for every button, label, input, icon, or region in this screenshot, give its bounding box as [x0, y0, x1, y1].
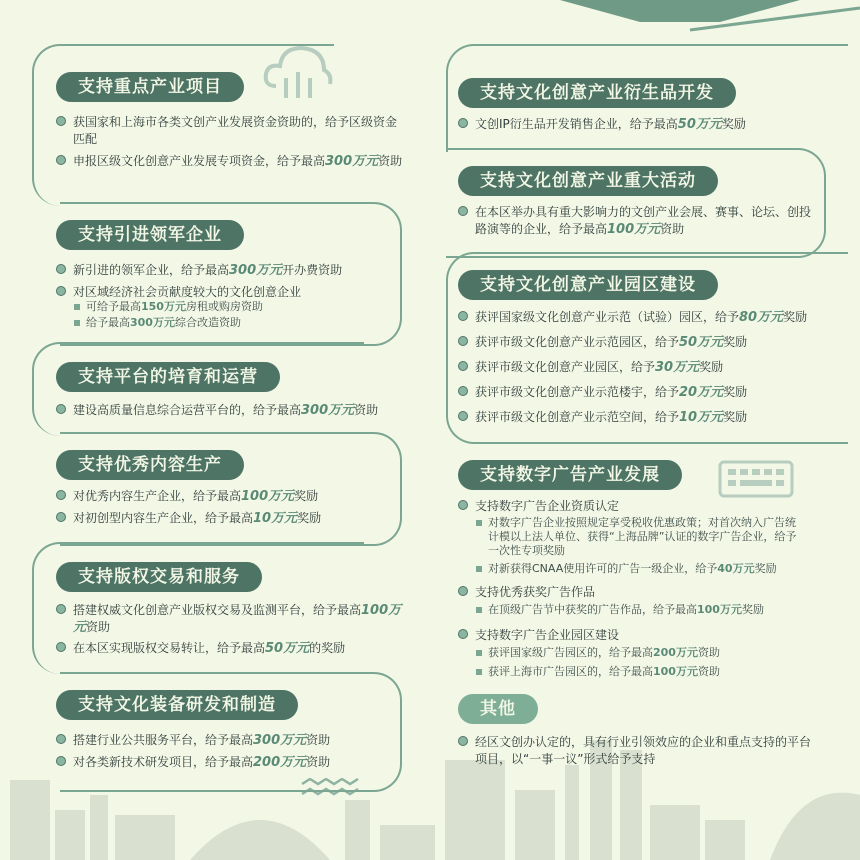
sub-item: 在顶级广告节中获奖的广告作品，给予最高100万元奖励: [476, 603, 828, 617]
section-title-major-events: 支持文化创意产业重大活动: [458, 166, 718, 196]
sub-item: 对数字广告企业按照规定享受税收优惠政策；对首次纳入广告统计模以上法人单位、获得“上海品牌”认证的数字广告企业，给予一次性专项奖励: [476, 516, 804, 558]
list-item: 获评国家级文化创意产业示范（试验）园区，给予80万元奖励: [458, 309, 855, 326]
list-item: 获评市级文化创意产业示范空间，给予10万元奖励: [458, 409, 855, 426]
sub-item: 对新获得CNAA使用许可的广告一级企业，给予40万元奖励: [476, 562, 828, 576]
list-item: 对各类新技术研发项目，给予最高200万元资助: [56, 754, 403, 771]
list-item: 获评市级文化创意产业园区，给予30万元奖励: [458, 359, 855, 376]
list-item: 获评市级文化创意产业示范园区，给予50万元奖励: [458, 334, 855, 351]
list-item: 支持数字广告企业资质认定: [458, 498, 845, 515]
section-title-other: 其他: [458, 694, 538, 724]
list-item: 搭建行业公共服务平台，给予最高300万元资助: [56, 732, 403, 749]
section-title-parks: 支持文化创意产业园区建设: [458, 270, 718, 300]
keyboard-icon: [716, 456, 796, 502]
section-title-content-production: 支持优秀内容生产: [56, 450, 244, 480]
list-item: 获评市级文化创意产业示范楼宇，给予20万元奖励: [458, 384, 855, 401]
list-item: 新引进的领军企业，给予最高300万元开办费资助: [56, 262, 403, 279]
sub-item: 给予最高300万元综合改造资助: [74, 316, 386, 330]
sub-item: 获评国家级广告园区的，给予最高200万元资助: [476, 646, 828, 660]
section-title-key-projects: 支持重点产业项目: [56, 72, 244, 102]
sub-item: 可给予最高150万元房租或购房资助: [74, 300, 386, 314]
list-item: 对区域经济社会贡献度较大的文化创意企业: [56, 284, 403, 301]
frame-right-2: [446, 148, 826, 258]
list-item: 经区文创办认定的，具有行业引领效应的企业和重点支持的平台项目，以“一事一议”形式给予支持: [458, 734, 815, 768]
list-item: 文创IP衍生品开发销售企业，给予最高50万元奖励: [458, 116, 845, 133]
list-item: 建设高质量信息综合运营平台的，给予最高300万元资助: [56, 402, 413, 419]
section-title-copyright: 支持版权交易和服务: [56, 562, 262, 592]
list-item: 获国家和上海市各类文创产业发展资金资助的，给予区级资金匹配: [56, 114, 403, 148]
list-item: 支持数字广告企业园区建设: [458, 627, 845, 644]
list-item: 对优秀内容生产企业，给予最高100万元奖励: [56, 488, 403, 505]
section-title-leading-enterprises: 支持引进领军企业: [56, 220, 244, 250]
list-item: 在本区举办具有重大影响力的文创产业会展、赛事、论坛、创投路演等的企业，给予最高100万元资助: [458, 204, 815, 238]
section-title-derivatives: 支持文化创意产业衍生品开发: [458, 78, 736, 108]
section-title-digital-ads: 支持数字广告产业发展: [458, 460, 682, 490]
list-item: 支持优秀获奖广告作品: [458, 584, 845, 601]
sub-item: 获评上海市广告园区的，给予最高100万元资助: [476, 665, 828, 679]
list-item: 对初创型内容生产企业，给予最高10万元奖励: [56, 510, 403, 527]
list-item: 在本区实现版权交易转让，给予最高50万元的奖励: [56, 640, 413, 657]
section-title-platforms: 支持平台的培育和运营: [56, 362, 280, 392]
section-title-equipment: 支持文化装备研发和制造: [56, 690, 298, 720]
list-item: 申报区级文化创意产业发展专项资金，给予最高300万元资助: [56, 153, 403, 170]
list-item: 搭建权威文化创意产业版权交易及监测平台，给予最高100万元资助: [56, 602, 413, 636]
